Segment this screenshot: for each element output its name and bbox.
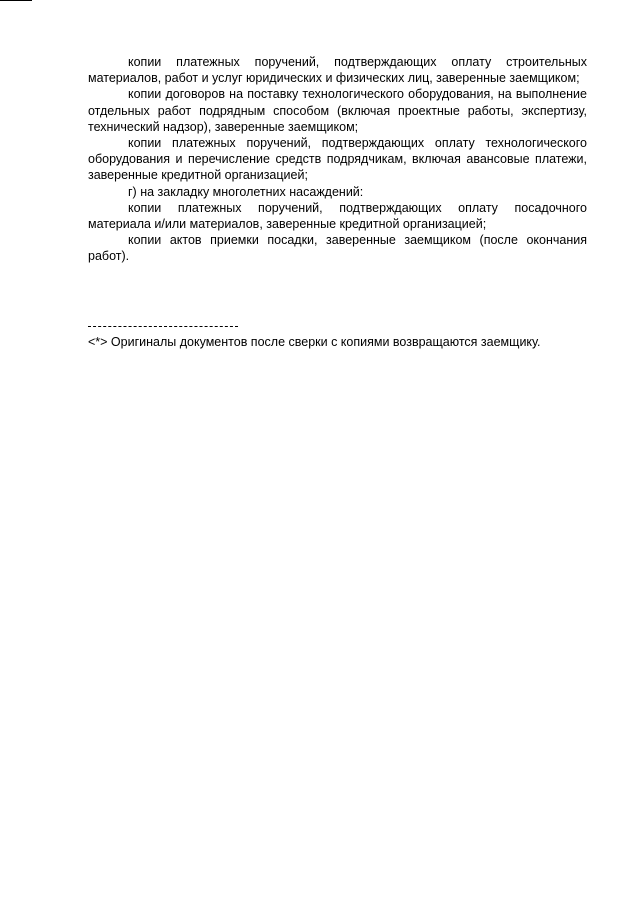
paragraph-payment-orders-materials: копии платежных поручений, подтверждающих оплату строительных материалов, работ и услуг юридических и физических лиц, заверенные заемщиком;: [88, 55, 587, 86]
paragraph-planting-acceptance-acts: копии актов приемки посадки, заверенные заемщиком (после окончания работ).: [88, 233, 587, 264]
footnote: <*> Оригиналы документов после сверки с копиями возвращаются заемщику.: [88, 335, 541, 349]
paragraph-perennial-plantings-heading: г) на закладку многолетних насаждений:: [128, 184, 364, 199]
paragraph-equipment-contracts: копии договоров на поставку технологического оборудования, на выполнение отдельных работ подрядным способом (включая проектные работы, экспертизу, технический надзор), заверенные заемщиком;: [88, 87, 587, 134]
paragraph-payment-orders-planting: копии платежных поручений, подтверждающих оплату посадочного материала и/или материалов, заверенные кредитной организацией;: [88, 200, 587, 232]
page-edge-mark: [0, 0, 32, 1]
paragraph-payment-orders-equipment: копии платежных поручений, подтверждающих оплату технологического оборудования и перечисление средств подрядчикам, включая авансовые платежи, заверенные кредитной организацией;: [88, 136, 587, 183]
footnote-separator: [88, 326, 238, 327]
document-body: [88, 54, 587, 265]
